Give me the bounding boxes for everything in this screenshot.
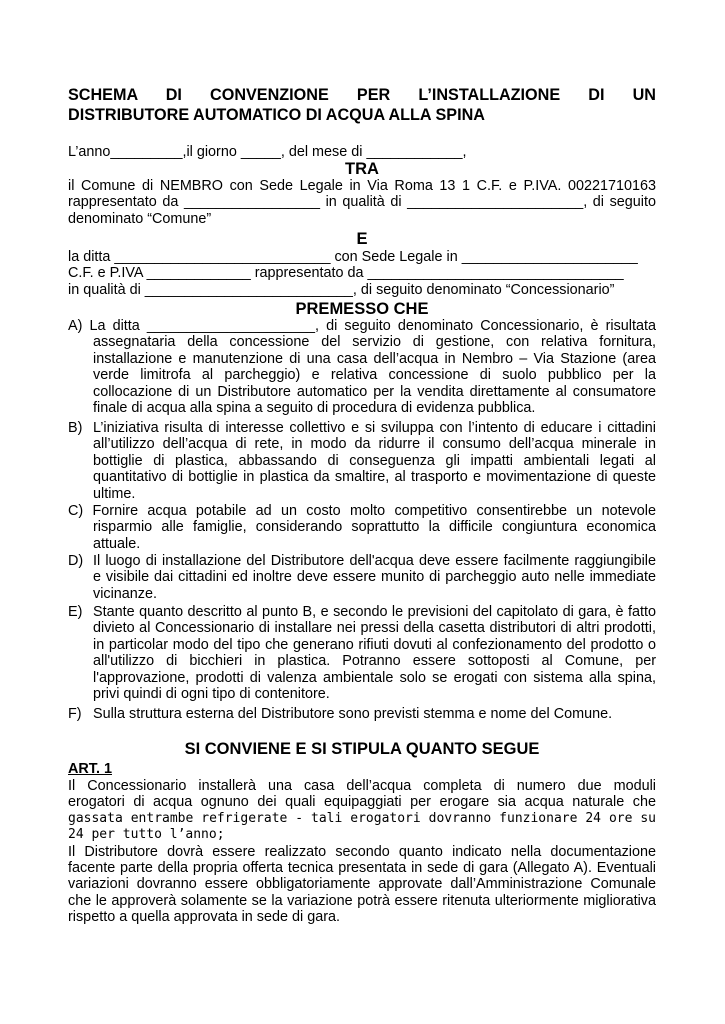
premise-f: [68, 706, 656, 722]
heading-e: E: [356, 230, 368, 248]
document-title: [68, 86, 656, 125]
ditta-line-2: C.F. e P.IVA _____________ rappresentato da ________________________________: [68, 265, 624, 282]
premise-b: [68, 420, 656, 502]
comune-line-2: rappresentato da _________________ in qualità di ______________________, di seguito: [68, 194, 656, 211]
premise-e-text: Stante quanto descritto al punto B, e secondo le previsioni del capitolato di gara, è fatto divieto al Concessionario di installare nei pressi della casetta distributori di altri prodotti, in particolar modo del tipo che generano rifiuti dovuti al confezionamento del prodotto o all'utilizzo di bicchieri in plastica. Potranno essere sottoposti al Comune, per l'approvazione, prodotti di valenza ambientale solo se erogati con sistema alla spina, privi quindi di ogni tipo di contenitore.: [93, 604, 656, 703]
premise-a-label: A): [68, 318, 83, 334]
premise-d-text: Il luogo di installazione del Distributore dell'acqua deve essere facilmente raggiungibile e visibile dai cittadini ed inoltre deve essere munito di parcheggio auto nelle immediate vicinanze.: [93, 553, 656, 602]
art-1-line-2: erogatori di acqua ognuno dei quali equipaggiati per erogare sia acqua naturale che: [68, 794, 656, 811]
heading-si-conviene: SI CONVIENE E SI STIPULA QUANTO SEGUE: [184, 740, 540, 758]
date-line: L’anno_________,il giorno _____, del mese di ____________,: [68, 144, 467, 160]
heading-premesso-che: PREMESSO CHE: [295, 300, 429, 318]
premise-e: [68, 604, 656, 702]
premise-c-first: C) Fornire acqua potabile ad un costo molto competitivo consentirebbe un notevole: [68, 503, 656, 519]
title-line-2: DISTRIBUTORE AUTOMATICO DI ACQUA ALLA SPINA: [68, 105, 485, 124]
premise-f-text: Sulla struttura esterna del Distributore sono previsti stemma e nome del Comune.: [93, 706, 613, 722]
premise-d-label: D): [68, 553, 84, 569]
art-1-heading: ART. 1: [68, 761, 112, 777]
premise-e-label: E): [68, 604, 83, 620]
heading-tra: TRA: [345, 160, 379, 178]
comune-block: [68, 178, 656, 227]
premise-c-label: C): [68, 503, 84, 519]
ditta-line-1: la ditta ___________________________ con Sede Legale in ______________________: [68, 249, 638, 265]
premise-a: [68, 318, 656, 416]
ditta-block: [68, 249, 656, 298]
premise-a-first: A) La ditta _____________________, di seguito denominato Concessionario, è risultata: [68, 318, 656, 334]
premise-a-text: assegnataria della concessione del servizio di gestione, con relativa fornitura, installazione e manutenzione di una casa dell’acqua in Nembro – Via Stazione (area verde limitrofa al parcheggio) e relativa concessione di suolo pubblico per la collocazione di un Distributore automatico per la vendita direttamente al consumatore finale di acqua alla spina a seguito di procedura di evidenza pubblica.: [93, 334, 656, 417]
premise-c-text: risparmio alle famiglie, considerando soprattutto la difficile congiuntura economica attuale.: [93, 519, 656, 552]
premise-c: [68, 503, 656, 552]
comune-line-1: il Comune di NEMBRO con Sede Legale in Via Roma 13 1 C.F. e P.IVA. 00221710163: [68, 178, 656, 194]
comune-line-3: denominato “Comune”: [68, 210, 212, 227]
premise-d: [68, 553, 656, 602]
art-1-body: [68, 778, 656, 926]
art-1-mono-text: gassata entrambe refrigerate - tali erogatori dovranno funzionare 24 ore su 24 per tutto l’anno;: [68, 810, 656, 843]
art-1-paragraph-2: Il Distributore dovrà essere realizzato secondo quanto indicato nella documentazione facente parte della propria offerta tecnica presentata in sede di gara (Allegato A). Eventuali variazioni dovranno essere obbligatoriamente approvate dall’Amministrazione Comunale che le approverà solamente se la variazione potrà essere ritenuta ulteriormente migliorativa rispetto a quella approvata in sede di gara.: [68, 843, 656, 926]
ditta-line-3: in qualità di __________________________, di seguito denominato “Concessionario”: [68, 281, 615, 298]
title-line-1: SCHEMA DI CONVENZIONE PER L’INSTALLAZIONE DI UN: [68, 86, 656, 104]
premise-f-label: F): [68, 706, 82, 722]
premise-b-text: L’iniziativa risulta di interesse collettivo e si sviluppa con l’intento di educare i cittadini all’utilizzo dell’acqua di rete, in modo da ridurre il consumo dell’acqua minerale in bottiglie di plastica, abbassando di conseguenza gli impatti ambientali legati al quantitativo di bottiglie in plastica da smaltire, al trasporto e movimentazione di queste ultime.: [93, 420, 656, 502]
premise-b-label: B): [68, 420, 83, 436]
art-1-line-1: Il Concessionario installerà una casa dell’acqua completa di numero due moduli: [68, 778, 656, 794]
